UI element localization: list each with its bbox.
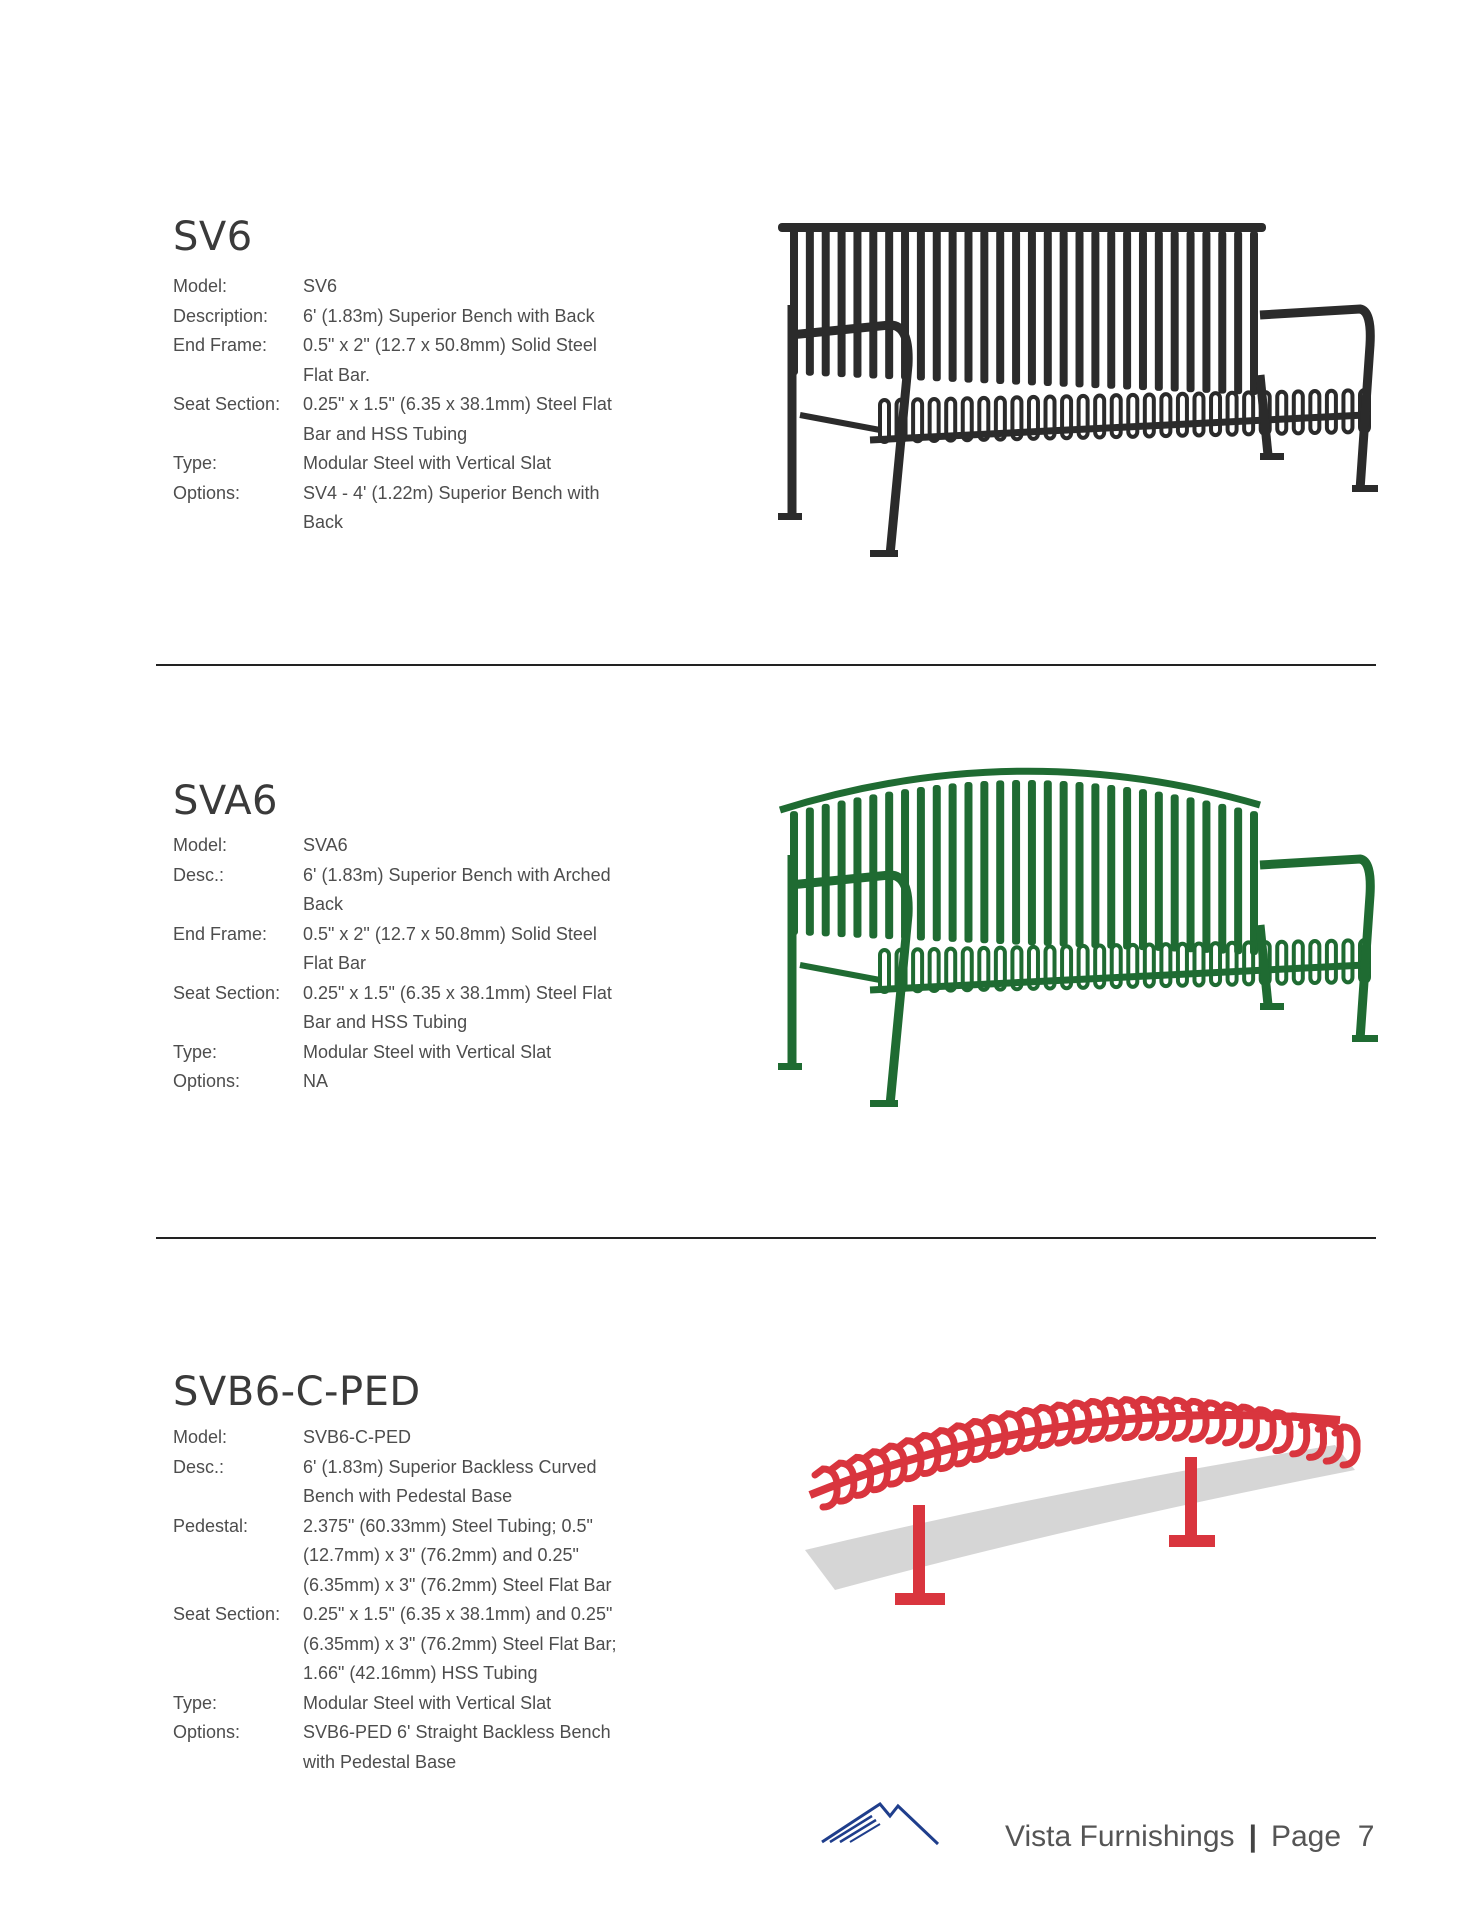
spec-value: NA [303, 1071, 329, 1091]
bench-image-sv6 [770, 215, 1390, 575]
divider [156, 664, 1376, 666]
spec-value: SV6 [303, 276, 338, 296]
spec-row [173, 449, 633, 479]
spec-row [173, 1453, 633, 1512]
spec-value: Modular Steel with Vertical Slat [303, 1692, 552, 1713]
spec-row [173, 1600, 633, 1689]
mountain-logo-icon [820, 1798, 940, 1848]
spec-row [173, 272, 633, 302]
spec-row [173, 1689, 633, 1719]
spec-label: Seat Section: [173, 982, 281, 1003]
product-title: SVB6-C-PED [173, 1369, 421, 1415]
spec-row [173, 861, 633, 920]
spec-value: 6' (1.83m) Superior Bench with Arched Back [303, 864, 611, 914]
bench-image-svb6-c-ped [795, 1375, 1375, 1665]
spec-label: Seat Section: [173, 394, 281, 414]
spec-value: Modular Steel with Vertical Slat [303, 1041, 552, 1062]
spec-label: Pedestal: [173, 1515, 249, 1536]
spec-label: Options: [173, 1722, 241, 1742]
spec-label: Options: [173, 1071, 241, 1091]
spec-row [173, 920, 633, 979]
spec-row [173, 479, 633, 538]
spec-row [173, 831, 633, 861]
spec-value: SV4 - 4' (1.22m) Superior Bench with Back [303, 482, 600, 532]
divider [156, 1237, 1376, 1239]
spec-list [173, 1423, 633, 1777]
spec-row [173, 390, 633, 449]
spec-row [173, 1067, 633, 1097]
spec-label: Desc.: [173, 1456, 225, 1477]
spec-value: 6' (1.83m) Superior Bench with Back [303, 305, 595, 326]
spec-label: Model: [173, 835, 228, 855]
company-name: Vista Furnishings [1005, 1820, 1235, 1853]
spec-row [173, 1718, 633, 1777]
spec-row [173, 1423, 633, 1453]
spec-value: 2.375" (60.33mm) Steel Tubing; 0.5" (12.7mm) x 3" (76.2mm) and 0.25" (6.35mm) x 3" (76.2mm) Steel Flat Bar [303, 1515, 612, 1595]
spec-row [173, 302, 633, 332]
spec-value: Modular Steel with Vertical Slat [303, 453, 552, 473]
page-number: 7 [1357, 1820, 1375, 1853]
spec-label: Seat Section: [173, 1604, 281, 1624]
spec-list [173, 272, 633, 538]
spec-value: SVA6 [303, 835, 348, 855]
spec-label: Type: [173, 1041, 218, 1062]
spec-label: Model: [173, 276, 228, 296]
product-title: SV6 [173, 214, 253, 260]
spec-value: SVB6-C-PED [303, 1427, 412, 1447]
spec-row [173, 1038, 633, 1068]
spec-label: Type: [173, 453, 218, 473]
product-title: SVA6 [173, 778, 279, 824]
spec-label: Type: [173, 1692, 218, 1713]
spec-label: End Frame: [173, 923, 268, 944]
spec-value: 0.5" x 2" (12.7 x 50.8mm) Solid Steel Flat Bar [303, 923, 597, 973]
spec-label: Options: [173, 482, 241, 503]
spec-label: Desc.: [173, 864, 225, 885]
bench-image-sva6 [770, 765, 1390, 1135]
spec-list [173, 831, 633, 1097]
spec-label: End Frame: [173, 335, 268, 355]
spec-row [173, 979, 633, 1038]
spec-value: 6' (1.83m) Superior Backless Curved Bench with Pedestal Base [303, 1456, 597, 1506]
spec-row [173, 331, 633, 390]
spec-row [173, 1512, 633, 1601]
spec-label: Description: [173, 305, 269, 326]
spec-label: Model: [173, 1427, 228, 1447]
spec-value: 0.25" x 1.5" (6.35 x 38.1mm) Steel Flat Bar and HSS Tubing [303, 394, 612, 444]
footer-separator: | [1248, 1820, 1257, 1853]
spec-value: 0.25" x 1.5" (6.35 x 38.1mm) Steel Flat Bar and HSS Tubing [303, 982, 612, 1032]
footer [1005, 1820, 1374, 1854]
page-label: Page [1270, 1820, 1342, 1853]
spec-value: 0.25" x 1.5" (6.35 x 38.1mm) and 0.25" (6.35mm) x 3" (76.2mm) Steel Flat Bar; 1.66" (42.16mm) HSS Tubing [303, 1604, 617, 1683]
spec-value: 0.5" x 2" (12.7 x 50.8mm) Solid Steel Flat Bar. [303, 335, 597, 385]
spec-value: SVB6-PED 6' Straight Backless Bench with Pedestal Base [303, 1722, 611, 1772]
